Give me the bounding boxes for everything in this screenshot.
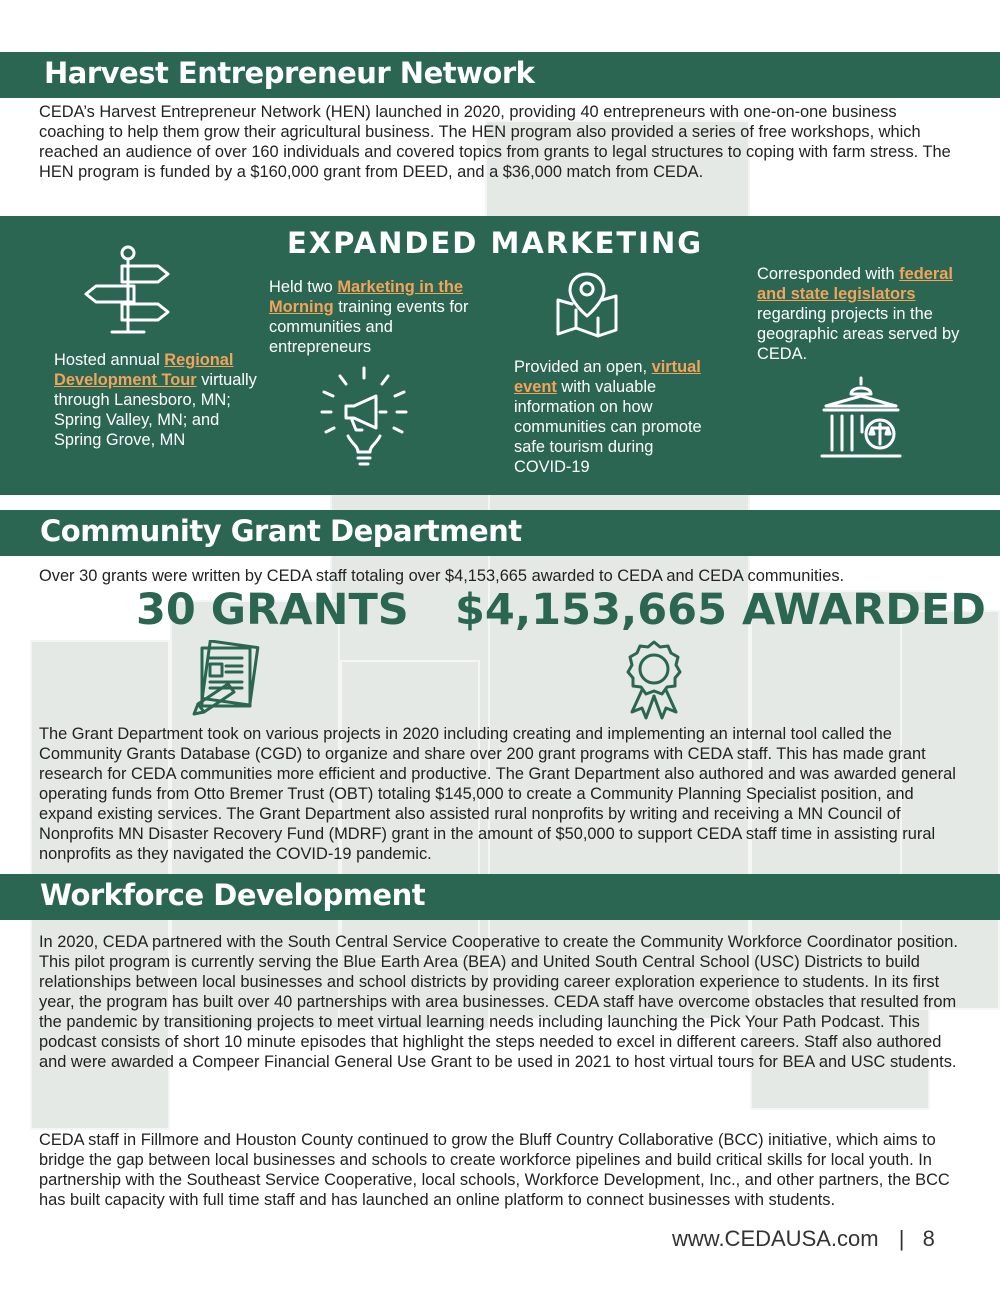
marketing-title: EXPANDED MARKETING (286, 226, 704, 260)
stat-grants-count: 30 GRANTS (136, 585, 409, 635)
marketing-item-tour-post: virtually through Lanesboro, MN; Spring Valley, MN; and Spring Grove, MN (54, 371, 257, 449)
marketing-item-morning-post: training events for communities and entrepreneurs (269, 298, 469, 356)
signpost-icon (82, 244, 174, 339)
documents-pen-icon (188, 640, 272, 721)
hen-title: Harvest Entrepreneur Network (44, 56, 535, 90)
map-pin-icon (554, 270, 620, 343)
virtual-event-link[interactable]: virtual event (514, 358, 701, 396)
marketing-item-tour-pre: Hosted annual (54, 351, 165, 369)
megaphone-bulb-icon (318, 366, 410, 475)
marketing-item-morning (269, 277, 469, 357)
stat-grants-awarded: $4,153,665 AWARDED (455, 585, 986, 635)
marketing-item-legislators-pre: Corresponded with (757, 265, 900, 283)
award-ribbon-icon (622, 640, 686, 725)
regional-development-tour-link[interactable]: Regional Development Tour (54, 351, 234, 389)
marketing-item-virtual-pre: Provided an open, (514, 358, 652, 376)
website-link[interactable]: www.CEDAUSA.com (672, 1226, 879, 1251)
workforce-title: Workforce Development (40, 878, 426, 912)
footer-separator: | (898, 1226, 905, 1251)
marketing-item-tour (54, 350, 259, 450)
capitol-justice-icon (818, 376, 904, 467)
marketing-item-legislators-post: regarding projects in the geographic areas served by CEDA. (757, 305, 960, 363)
grants-intro: Over 30 grants were written by CEDA staff totaling over $4,153,665 awarded to CEDA and CEDA communities. (39, 567, 845, 585)
marketing-in-the-morning-link[interactable]: Marketing in the Morning (269, 278, 464, 316)
page-number: 8 (922, 1226, 935, 1251)
workforce-paragraph-2: CEDA staff in Fillmore and Houston County continued to grow the Bluff Country Collaborative (BCC) initiative, which aims to bridge the gap between local businesses and schools to create workforce pipelines and build critical skills for local youth. In partnership with the Southeast Service Cooperative, local schools, Workforce Development, Inc., and other partners, the BCC has built capacity with full time staff and has launched an online platform to connect businesses with students. (39, 1131, 950, 1209)
marketing-item-virtual (514, 357, 714, 477)
page-footer (672, 1226, 935, 1252)
grants-title: Community Grant Department (40, 514, 522, 548)
marketing-item-legislators (757, 264, 972, 364)
marketing-item-virtual-post: with valuable information on how communities can promote safe tourism during COVID-19 (514, 378, 702, 476)
workforce-paragraph-1: In 2020, CEDA partnered with the South Central Service Cooperative to create the Community Workforce Coordinator position. This pilot program is currently serving the Blue Earth Area (BEA) and United South Central School (USC) Districts to build relationships between local businesses and school districts by providing career exploration experience to students. In its first year, the program has built over 40 partnerships with area businesses. CEDA staff have overcome obstacles that resulted from the pandemic by transitioning projects to meet virtual learning needs including launching the Pick Your Path Podcast. This podcast consists of short 10 minute episodes that highlight the steps needed to excel in different careers. Staff also authored and were awarded a Compeer Financial General Use Grant to be used in 2021 to host virtual tours for BEA and USC students. (39, 933, 958, 1071)
marketing-item-morning-pre: Held two (269, 278, 338, 296)
federal-state-legislators-link[interactable]: federal and state legislators (757, 265, 953, 303)
hen-text: CEDA’s Harvest Entrepreneur Network (HEN) launched in 2020, providing 40 entrepreneurs with one-on-one business coaching to help them grow their agricultural business. The HEN program also provided a series of free workshops, which reached an audience of over 160 individuals and covered topics from grants to legal structures to coping with farm stress. The HEN program is funded by a $160,000 grant from DEED, and a $36,000 match from CEDA. (39, 103, 951, 181)
grants-text: The Grant Department took on various projects in 2020 including creating and implementing an internal tool called the Community Grants Database (CGD) to organize and share over 200 grant programs with CEDA staff. This has made grant research for CEDA communities more efficient and productive. The Grant Department also authored and was awarded general operating funds from Otto Bremer Trust (OBT) totaling $145,000 to create a Community Planning Specialist position, and expand existing services. The Grant Department also assisted rural nonprofits by writing and receiving a MN Council of Nonprofits MN Disaster Recovery Fund (MDRF) grant in the amount of $50,000 to support CEDA staff time in assisting rural nonprofits as they navigated the COVID-19 pandemic. (39, 725, 956, 863)
